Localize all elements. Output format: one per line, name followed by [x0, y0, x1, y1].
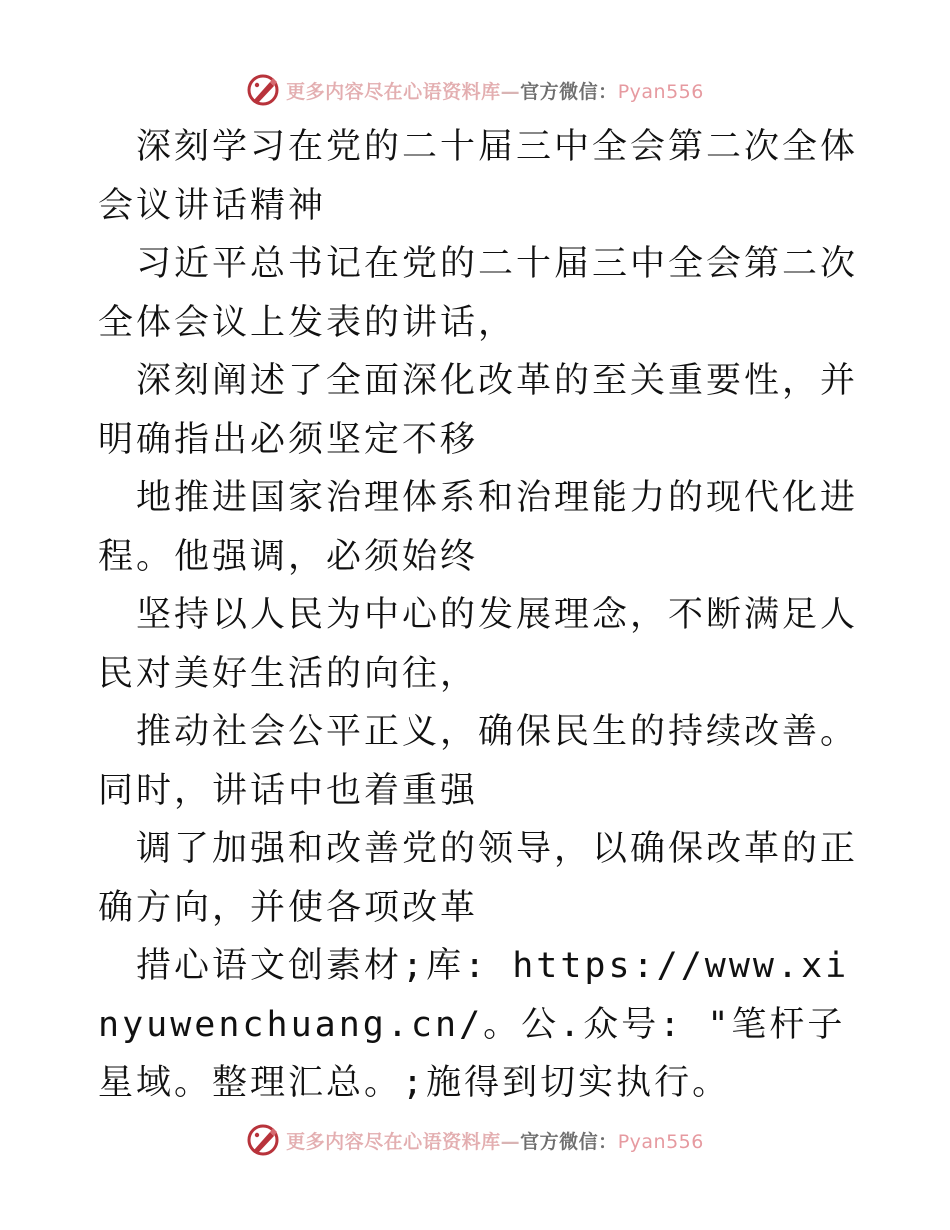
- paragraph-4: 地推进国家治理体系和治理能力的现代化进程。他强调，必须始终: [98, 478, 859, 577]
- paragraph-1: 深刻学习在党的二十届三中全会第二次全体会议讲话精神: [98, 127, 859, 226]
- separator: —: [500, 1130, 521, 1153]
- paragraph-6: 推动社会公平正义，确保民生的持续改善。同时，讲话中也着重强: [98, 712, 859, 811]
- paragraph-3: 深刻阐述了全面深化改革的至关重要性，并明确指出必须坚定不移: [98, 361, 859, 460]
- header-watermark-banner: [0, 68, 950, 112]
- wechat-id: Pyan556: [617, 80, 704, 103]
- header-watermark-text: [286, 77, 704, 104]
- wechat-label: 官方微信：: [520, 80, 618, 103]
- promo-text: 更多内容尽在心语资料库: [286, 80, 501, 103]
- pen-logo-icon: [246, 73, 280, 107]
- paragraph-2: 习近平总书记在党的二十届三中全会第二次全体会议上发表的讲话，: [98, 244, 859, 343]
- footer-watermark-banner: [0, 1118, 950, 1162]
- wechat-id: Pyan556: [617, 1130, 704, 1153]
- paragraph-7: 调了加强和改善党的领导，以确保改革的正确方向，并使各项改革: [98, 829, 859, 928]
- separator: —: [500, 80, 521, 103]
- pen-logo-icon: [246, 1123, 280, 1157]
- footer-watermark-text: [286, 1127, 704, 1154]
- paragraph-8: 措心语文创素材;库: https://www.xinyuwenchuang.cn/。公.众号: "笔杆子星域。整理汇总。;施得到切实执行。: [98, 946, 850, 1103]
- document-body: [98, 118, 858, 1113]
- wechat-label: 官方微信：: [520, 1130, 618, 1153]
- paragraph-5: 坚持以人民为中心的发展理念，不断满足人民对美好生活的向往，: [98, 595, 859, 694]
- promo-text: 更多内容尽在心语资料库: [286, 1130, 501, 1153]
